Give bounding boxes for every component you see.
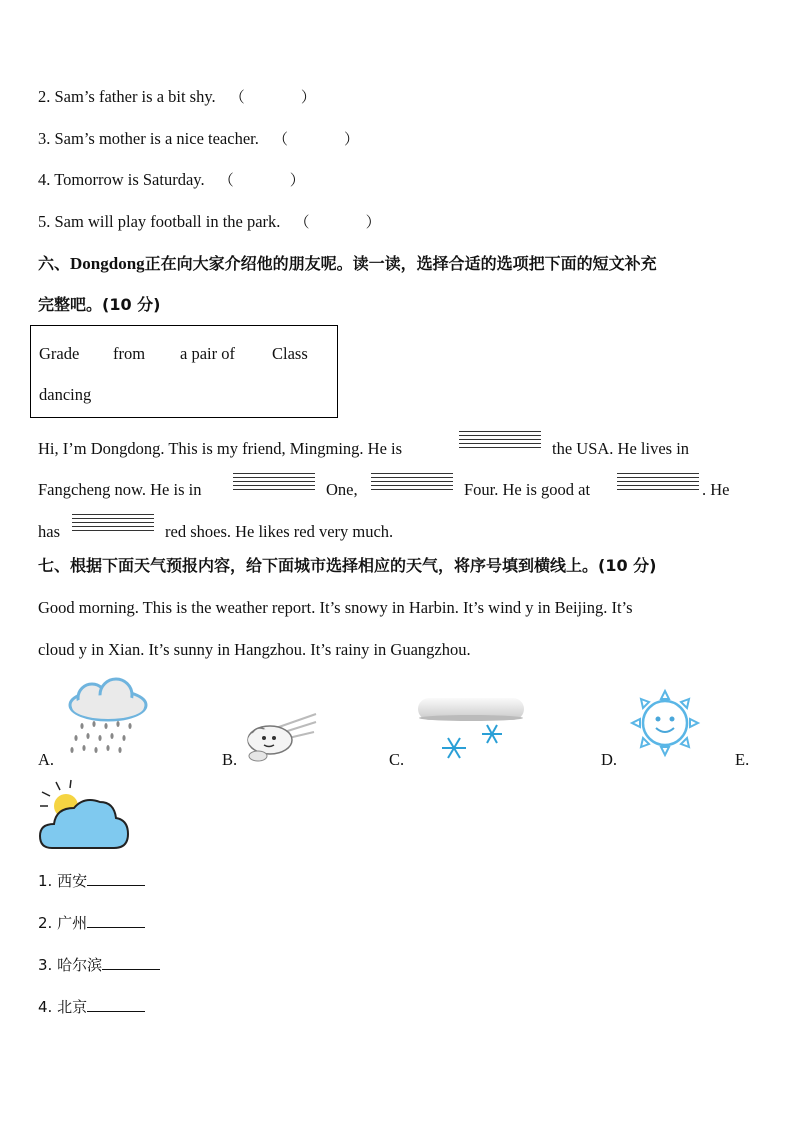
weather-report-text: cloud y in Xian. It’s sunny in Hangzhou. It’s rainy in Guangzhou. [38, 640, 471, 659]
word-option: Grade [39, 344, 80, 363]
city-question: 4. 北京 [38, 995, 145, 1017]
word-option: Class [272, 344, 308, 363]
answer-line[interactable] [87, 911, 145, 928]
question-item: 3. Sam’s mother is a nice teacher. （ ） [38, 129, 360, 148]
question-item: 4. Tomorrow is Saturday. （ ） [38, 170, 305, 189]
passage-text: red shoes. He likes red very much. [165, 522, 394, 541]
rain-cloud-icon [64, 680, 150, 760]
wind-cloud-icon [246, 712, 318, 764]
question-item: 5. Sam will play football in the park. （ ） [38, 212, 381, 231]
word-option: from [113, 344, 146, 363]
option-label: C. [389, 750, 405, 769]
passage-text: Hi, I’m Dongdong. This is my friend, Mingming. He is [38, 439, 403, 458]
option-label: D. [601, 750, 618, 769]
fill-blank[interactable] [233, 470, 315, 490]
passage-text: One, [326, 480, 358, 499]
option-label: B. [222, 750, 238, 769]
sun-icon [630, 690, 700, 756]
snow-moon-icon [416, 676, 526, 768]
answer-line[interactable] [87, 869, 145, 886]
weather-report-text: Good morning. This is the weather report. It’s snowy in Harbin. It’s wind y in Beijing. It’s [38, 598, 633, 617]
city-question: 1. 西安 [38, 869, 145, 891]
city-question: 3. 哈尔滨 [38, 953, 160, 975]
word-option: dancing [39, 385, 92, 404]
section-heading-cont: 完整吧。(10 分) [38, 295, 161, 314]
question-item: 2. Sam’s father is a bit shy. （ ） [38, 87, 316, 106]
option-label: E. [735, 750, 750, 769]
passage-text: Four. He is good at [464, 480, 591, 499]
passage-text: the USA. He lives in [552, 439, 690, 458]
word-bank-box [30, 325, 338, 418]
partly-cloudy-icon [38, 778, 130, 852]
section-heading: 六、Dongdong正在向大家介绍他的朋友呢。读一读，选择合适的选项把下面的短文补充 [38, 254, 657, 273]
passage-text: . He [702, 480, 730, 499]
passage-text: Fangcheng now. He is in [38, 480, 202, 499]
city-question: 2. 广州 [38, 911, 145, 933]
answer-line[interactable] [102, 953, 160, 970]
word-option: a pair of [180, 344, 235, 363]
passage-text: has [38, 522, 60, 541]
answer-line[interactable] [87, 995, 145, 1012]
fill-blank[interactable] [371, 470, 453, 490]
option-label: A. [38, 750, 55, 769]
fill-blank[interactable] [72, 511, 154, 531]
section-heading: 七、根据下面天气预报内容，给下面城市选择相应的天气，将序号填到横线上。(10 分) [38, 556, 657, 575]
fill-blank[interactable] [459, 428, 541, 448]
fill-blank[interactable] [617, 470, 699, 490]
